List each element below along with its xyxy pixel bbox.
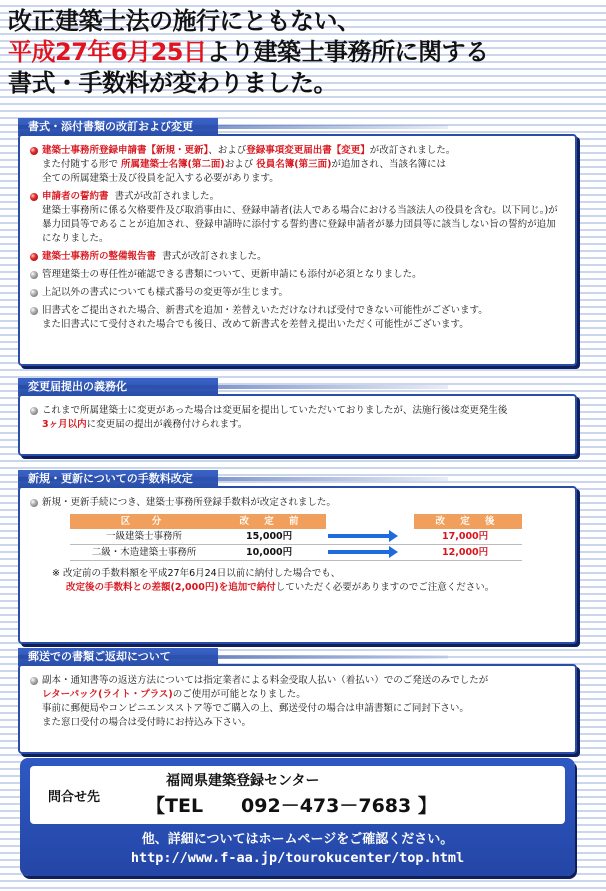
list-item — [30, 674, 565, 730]
bullet-icon — [30, 271, 38, 279]
text: が改訂されました。 — [369, 145, 456, 156]
title-date: 平成27年6月25日 — [8, 38, 207, 66]
list-item — [30, 190, 565, 246]
cell-after: 17,000円 — [414, 529, 522, 545]
table-header-row — [70, 514, 522, 529]
text: および — [224, 159, 254, 170]
text: が追加され、当該名簿には — [331, 159, 447, 170]
table-row — [70, 529, 522, 545]
section-body — [18, 134, 577, 366]
bullet-icon — [30, 193, 38, 201]
section-heading: 変更届提出の義務化 — [18, 378, 218, 396]
title-line-1: 改正建築士法の施行にともない、 — [8, 7, 361, 35]
text: 上記以外の書式についても様式番号の変更等が生じます。 — [42, 287, 289, 298]
list-item — [30, 304, 565, 332]
bullet-icon — [30, 499, 38, 507]
form-name: 建築士事務所の整備報告書 — [42, 251, 157, 262]
text: 旧書式をご提出された場合、新書式を追加・差替えいただけなければ受付できない可能性がございます。 — [42, 305, 488, 316]
note-highlight: 改定後の手数料との差額(2,000円)を追加で納付 — [66, 582, 276, 593]
form-name: 役員名簿(第三面) — [256, 159, 332, 170]
contact-tel: 【TEL 092－473－7683 】 — [146, 795, 437, 817]
text: に変更届の提出が義務付けられます。 — [86, 419, 248, 430]
text: これまで所属建築士に変更があった場合は変更届を提出していただいておりましたが、法施行後は変更発生後 — [42, 405, 508, 416]
table-row — [70, 545, 522, 561]
text: 、および — [208, 145, 247, 156]
list-item — [30, 496, 565, 510]
section-body — [18, 486, 577, 644]
arrow-cell — [326, 545, 414, 561]
cell-before: 15,000円 — [218, 529, 326, 545]
list-item — [30, 404, 565, 432]
fee-note — [30, 567, 565, 595]
text: 新規・更新手続につき、建築士事務所登録手数料が改定されました。 — [42, 497, 336, 508]
bullet-icon — [30, 253, 38, 261]
list-item — [30, 250, 565, 264]
list-item — [30, 268, 565, 282]
col-arrow — [326, 514, 414, 529]
section-body — [18, 394, 577, 456]
contact-box — [20, 758, 575, 876]
list-item — [30, 286, 565, 300]
form-name: 所属建築士名簿(第二面) — [121, 159, 225, 170]
bullet-icon — [30, 677, 38, 685]
form-name: 建築士事務所登録申請書【新規・更新】 — [42, 145, 209, 156]
text: 建築士事務所に係る欠格要件及び取消事由に、登録申請者(法人である場合における当該法人の役員を含む。以下同じ。)が暴力団員等であることが追加され、登録申請時に添付する誓約書に登録申請者が暴力団員等に該当しない旨の誓約が追加になりました。 — [42, 205, 558, 244]
cell-category: 一級建築士事務所 — [70, 529, 218, 545]
title-line-2-rest: より建築士事務所に関する — [206, 38, 489, 66]
arrow-right-icon — [328, 550, 390, 554]
text: 事前に郵便局やコンビニエンスストア等でご購入の上、郵送受付の場合は申請書類にご同封下さい。 — [42, 703, 469, 714]
text: 副本・通知書等の返送方法については指定業者による料金受取人払い（着払い）でのご発送のみでしたが — [42, 675, 489, 686]
text: また付随する形で — [42, 159, 119, 170]
section-body — [18, 664, 577, 754]
col-after: 改 定 後 — [414, 514, 522, 529]
section-heading: 新規・更新についての手数料改定 — [18, 470, 218, 488]
cell-before: 10,000円 — [218, 545, 326, 561]
col-category: 区 分 — [70, 514, 218, 529]
bullet-icon — [30, 307, 38, 315]
arrow-right-icon — [328, 534, 390, 538]
page-title — [8, 6, 598, 99]
form-name: 登録事項変更届出書【変更】 — [246, 145, 370, 156]
cell-category: 二級・木造建築士事務所 — [70, 545, 218, 561]
contact-org: 福岡県建築登録センター — [166, 773, 320, 789]
title-line-2 — [8, 37, 598, 68]
text: のご使用が可能となりました。 — [172, 689, 306, 700]
contact-inner — [30, 766, 565, 824]
letterpack: レターパック(ライト・プラス) — [42, 689, 173, 700]
text: 全ての所属建築士及び役員を記入する必要があります。 — [42, 173, 279, 184]
list-item — [30, 144, 565, 186]
fee-table — [70, 514, 522, 561]
section-fees — [18, 470, 577, 644]
section-return-mail — [18, 648, 577, 754]
bullet-icon — [30, 147, 38, 155]
text: また旧書式にて受付された場合でも後日、改めて新書式を差替え提出いただく可能性がございます。 — [42, 319, 469, 330]
arrow-cell — [326, 529, 414, 545]
section-heading: 書式・添付書類の改訂および変更 — [18, 118, 218, 136]
text: 書式が改訂されました。 — [162, 251, 267, 262]
bullet-icon — [30, 289, 38, 297]
section-forms — [18, 118, 577, 366]
text: していただく必要がありますのでご注意ください。 — [275, 582, 495, 593]
deadline: 3ヶ月以内 — [42, 419, 87, 430]
text: 書式が改訂されました。 — [114, 191, 220, 202]
cell-after: 12,000円 — [414, 545, 522, 561]
text: 管理建築士の専任性が確認できる書類について、更新申請にも添付が必須となりました。 — [42, 269, 422, 280]
text: ※ 改定前の手数料額を平成27年6月24日以前に納付した場合でも、 — [52, 568, 341, 579]
title-line-3: 書式・手数料が変わりました。 — [8, 69, 337, 97]
contact-url-link[interactable]: http://www.f-aa.jp/tourokucenter/top.html — [130, 850, 465, 866]
section-change-notice — [18, 378, 577, 456]
form-name: 申請者の誓約書 — [42, 191, 109, 202]
text: また窓口受付の場合は受付時にお持込み下さい。 — [42, 717, 252, 728]
bullet-icon — [30, 407, 38, 415]
col-before: 改 定 前 — [218, 514, 326, 529]
contact-label: 問合せ先 — [48, 790, 101, 805]
section-heading: 郵送での書類ご返却について — [18, 648, 218, 666]
contact-note: 他、詳細についてはホームページをご確認ください。 — [141, 832, 454, 847]
